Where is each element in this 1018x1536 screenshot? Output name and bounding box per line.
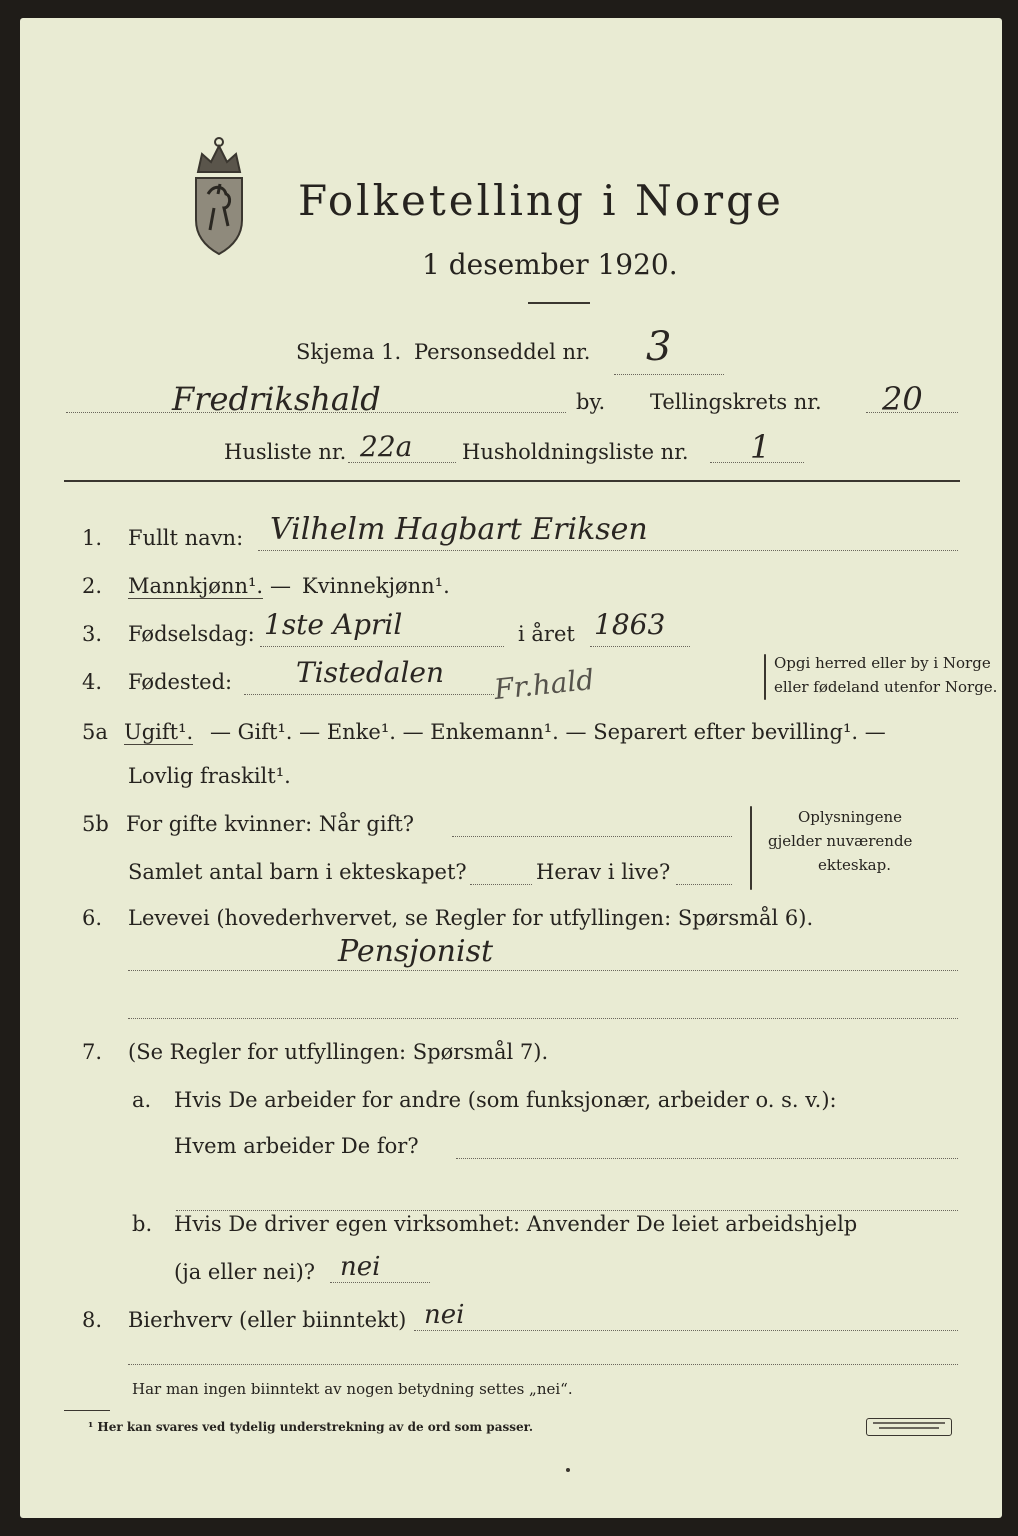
header-rule (64, 480, 960, 482)
city-value: Fredrikshald (172, 380, 381, 418)
footnote: ¹ Her kan svares ved tydelig understrekning av de ord som passer. (88, 1420, 534, 1434)
footer-note: Har man ingen biinntekt av nogen betydning settes „nei“. (132, 1380, 573, 1398)
personseddel-label: Personseddel nr. (414, 340, 591, 364)
husholdningsliste-label: Husholdningsliste nr. (462, 440, 689, 464)
q6-number: 6. (82, 906, 103, 930)
q6-label: Levevei (hovederhvervet, se Regler for utfyllingen: Spørsmål 6). (128, 906, 814, 930)
husliste-value: 22a (360, 430, 413, 463)
birth-year-value: 1863 (594, 608, 666, 641)
census-form (20, 18, 1002, 1518)
q7a-line1: Hvis De arbeider for andre (som funksjonær, arbeider o. s. v.): (174, 1088, 837, 1112)
q7b-line2: (ja eller nei)? (174, 1260, 316, 1284)
tellingskrets-label: Tellingskrets nr. (650, 390, 822, 414)
q1-number: 1. (82, 526, 103, 550)
sex-separator: — (270, 574, 291, 598)
q7b-letter: b. (132, 1212, 153, 1236)
tellingskrets-value: 20 (882, 380, 923, 418)
personseddel-value: 3 (646, 324, 672, 370)
form-title: Folketelling i Norge (298, 176, 784, 225)
coat-of-arms-icon (178, 134, 260, 258)
full-name-value: Vilhelm Hagbart Eriksen (270, 512, 648, 547)
birthplace-value: Tistedalen (296, 656, 444, 689)
q7-number: 7. (82, 1040, 103, 1064)
q7a-line2: Hvem arbeider De for? (174, 1134, 419, 1158)
fraskilt-option: Lovlig fraskilt¹. (128, 764, 291, 788)
side-income-value: nei (424, 1300, 465, 1330)
q8-number: 8. (82, 1308, 103, 1332)
female-option: Kvinnekjønn¹. (302, 574, 450, 598)
q4-number: 4. (82, 670, 103, 694)
birthplace-note-line1: Opgi herred eller by i Norge (774, 654, 991, 672)
husholdningsliste-value: 1 (750, 428, 771, 466)
year-label: i året (518, 622, 575, 646)
q5b-children-alive: Herav i live? (536, 860, 671, 884)
male-option: Mannkjønn¹. (128, 574, 264, 598)
q5b-number: 5b (82, 812, 109, 836)
q7a-letter: a. (132, 1088, 152, 1112)
husliste-label: Husliste nr. (224, 440, 347, 464)
title-divider (528, 302, 590, 304)
birth-day-value: 1ste April (264, 608, 403, 641)
occupation-value: Pensjonist (338, 934, 494, 969)
birthplace-annotation: Fr.hald (492, 662, 596, 707)
by-label: by. (576, 390, 606, 414)
q2-number: 2. (82, 574, 103, 598)
printer-stamp (866, 1418, 952, 1436)
skjema-label: Skjema 1. (296, 340, 402, 364)
q5b-note-line2: gjelder nuværende (768, 832, 913, 850)
q7-label: (Se Regler for utfyllingen: Spørsmål 7). (128, 1040, 549, 1064)
q3-number: 3. (82, 622, 103, 646)
ugift-option: Ugift¹. (124, 720, 194, 744)
q1-label: Fullt navn: (128, 526, 244, 550)
census-date: 1 desember 1920. (422, 248, 678, 281)
q4-label: Fødested: (128, 670, 233, 694)
q8-label: Bierhverv (eller biinntekt) (128, 1308, 407, 1332)
birthplace-note-line2: eller fødeland utenfor Norge. (774, 678, 998, 696)
q7b-line1: Hvis De driver egen virksomhet: Anvender De leiet arbeidshjelp (174, 1212, 858, 1236)
hired-help-value: nei (340, 1252, 381, 1282)
q5b-married-when: For gifte kvinner: Når gift? (126, 812, 415, 836)
q3-label: Fødselsdag: (128, 622, 255, 646)
q5b-children-total: Samlet antal barn i ekteskapet? (128, 860, 467, 884)
q5b-note-line1: Oplysningene (798, 808, 903, 826)
q5b-note-line3: ekteskap. (818, 856, 891, 874)
marital-options: — Gift¹. — Enke¹. — Enkemann¹. — Separert efter bevilling¹. — (210, 720, 886, 744)
q5a-number: 5a (82, 720, 108, 744)
